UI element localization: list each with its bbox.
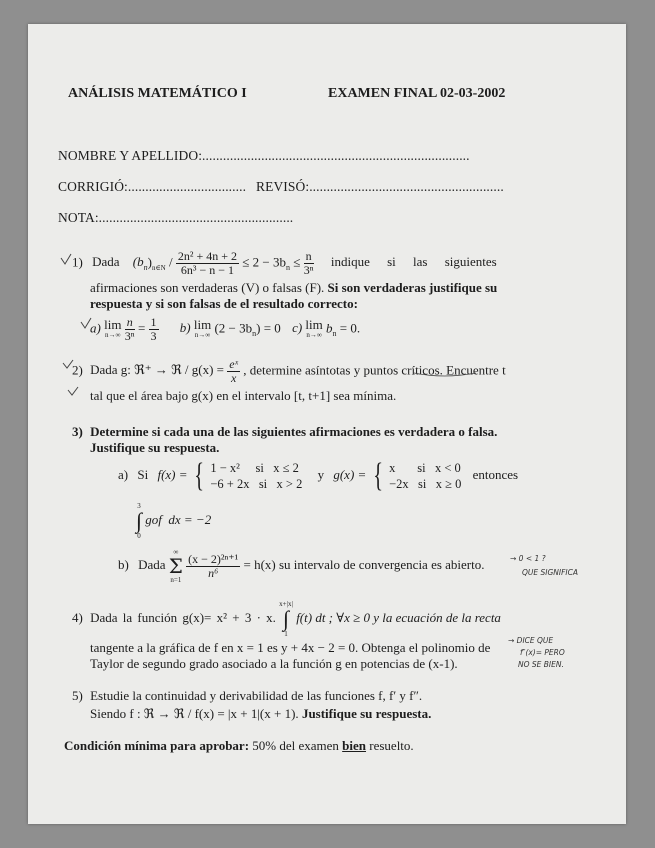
q3-f-case2: −6 + 2x si x > 2 xyxy=(210,477,303,491)
q1-b-lim-sub: n→∞ xyxy=(194,330,211,339)
handwritten-note-2c: NO SE BIEN. xyxy=(518,660,564,669)
q2-text2: , determine asíntotas y puntos críticos. Encuentre t xyxy=(243,362,506,378)
q4-int-lower: 1 xyxy=(284,630,288,638)
q3-entonces: entonces xyxy=(472,466,519,482)
q1-c-tail: = 0. xyxy=(339,320,361,336)
q2-frac-den: x xyxy=(230,371,237,385)
question-2-number: 2) xyxy=(72,362,83,378)
q1-seq-domain: n∈N xyxy=(151,264,166,273)
q1-word: Dada xyxy=(92,254,120,270)
q1-middle: ≤ 2 − 3b xyxy=(242,254,286,270)
q1-c-expr: b xyxy=(326,320,333,336)
underline-mark xyxy=(414,373,476,376)
q3-b-tail: = h(x) su intervalo de convergencia es abierto. xyxy=(243,556,485,572)
name-field: NOMBRE Y APELLIDO:............................................................................. xyxy=(58,148,470,163)
q2-frac-num: eˣ xyxy=(229,357,238,371)
q1-b-tail: ) = 0 xyxy=(256,320,281,336)
q3-int-lower: 0 xyxy=(137,532,141,540)
reviso-field: REVISÓ:........................................................ xyxy=(256,179,504,194)
q3-int-body: gof dx = −2 xyxy=(145,511,212,527)
q3-int-upper: 3 xyxy=(137,502,141,510)
q1-frac2-num: n xyxy=(305,249,312,263)
q4-text1: Dada la función g(x)= x² + 3 · x. xyxy=(90,609,276,625)
q1-slash: / xyxy=(168,254,173,270)
q1-a-frac-num: n xyxy=(126,315,133,329)
q5-text1: Estudie la continuidad y derivabilidad de las funciones f, f′ y f″. xyxy=(90,688,423,703)
q3-f-def: f(x) = xyxy=(157,466,188,482)
q2-text1: Dada g: ℜ⁺ → ℜ / g(x) = xyxy=(90,362,225,378)
q1-c-lim-sub: n→∞ xyxy=(306,330,322,339)
question-4-number: 4) xyxy=(72,609,83,625)
q3-g-brace: { xyxy=(372,457,383,494)
q3-sum-sign: Σ xyxy=(168,554,183,578)
q1-b-expr: (2 − 3b xyxy=(214,320,253,336)
q3-int-sign: ∫ xyxy=(136,508,143,533)
q1-le: ≤ xyxy=(293,254,301,270)
check-mark-q1a xyxy=(81,318,91,328)
q1-c-label: c) xyxy=(292,320,303,336)
q1-c-sub: n xyxy=(332,329,337,339)
handwritten-note-1b: QUE SIGNIFICA xyxy=(522,568,579,577)
q1-a-label: a) xyxy=(90,320,101,336)
exam-sheet xyxy=(28,24,626,824)
handwritten-note-1: → 0 < 1 ? xyxy=(510,554,546,563)
q4-int-sign: ∫ xyxy=(283,606,290,631)
q3-g-def: g(x) = xyxy=(333,466,367,482)
check-mark-q2 xyxy=(63,360,73,368)
q1-a-res-num: 1 xyxy=(150,315,157,329)
q1-seq-close: ) xyxy=(147,254,152,270)
q1-seq: (b xyxy=(132,254,144,270)
q3-b-label: b) xyxy=(118,556,129,572)
corrigio-field: CORRIGIÓ:.................................. xyxy=(58,179,247,194)
q1-line2: afirmaciones son verdaderas (V) o falsas (F). xyxy=(90,280,325,295)
q1-line3: respuesta y si son falsas de el resultado correcto: xyxy=(90,296,358,311)
q1-frac-num: 2n² + 4n + 2 xyxy=(177,249,237,263)
q3-g-case1: x si x < 0 xyxy=(389,461,461,475)
check-mark-q2b xyxy=(68,387,78,395)
q1-tail: indique si las siguientes xyxy=(330,254,497,270)
check-mark-q1 xyxy=(61,254,71,264)
q4-int-body: f(t) dt ; ∀x ≥ 0 y la ecuación de la recta xyxy=(296,609,501,625)
q4-text3: Taylor de segundo grado asociado a la función g en potencias de (x-1). xyxy=(90,656,458,671)
q2-text3: tal que el área bajo g(x) en el intervalo [t, t+1] sea mínima. xyxy=(90,388,397,403)
subject-title: ANÁLISIS MATEMÁTICO I xyxy=(68,86,247,101)
q3-title1: Determine si cada una de las siguientes afirmaciones es verdadera o falsa. xyxy=(90,424,498,439)
question-3-number: 3) xyxy=(72,424,83,439)
q1-frac-den: 6n³ − n − 1 xyxy=(180,263,234,277)
q1-a-res-den: 3 xyxy=(150,329,157,343)
q1-frac2-den: 3ⁿ xyxy=(303,263,314,277)
q3-a-label: a) xyxy=(118,466,129,482)
q1-seq-sub: n xyxy=(143,263,148,273)
q1-b-sub: n xyxy=(252,329,257,339)
q3-b-den: n⁶ xyxy=(208,565,219,580)
q1-a-lim-sub: n→∞ xyxy=(105,330,121,339)
q1-a-lim-word: lim xyxy=(104,316,122,332)
handwritten-note-2: → DICE QUE xyxy=(508,636,554,645)
q3-sum-upper: ∞ xyxy=(173,548,179,556)
footer-text: 50% del examen xyxy=(252,738,339,753)
q3-y: y xyxy=(317,466,325,482)
footer-label: Condición mínima para aprobar: xyxy=(64,738,250,753)
q4-text2: tangente a la gráfica de f en x = 1 es y + 4x − 2 = 0. Obtenga el polinomio de xyxy=(90,640,491,655)
q1-a-eq: = xyxy=(137,320,146,336)
pen-marks xyxy=(28,24,626,824)
q3-title2: Justifique su respuesta. xyxy=(90,440,220,455)
q3-b-dada: Dada xyxy=(138,556,166,572)
q3-g-case2: −2x si x ≥ 0 xyxy=(389,477,462,491)
q5-text2: Siendo f : ℜ → ℜ / f(x) = |x + 1|(x + 1). xyxy=(90,706,299,721)
footer-tail: resuelto. xyxy=(369,738,414,753)
q3-f-case1: 1 − x² si x ≤ 2 xyxy=(210,461,299,475)
question-5-number: 5) xyxy=(72,688,83,703)
q1-b-label: b) xyxy=(179,320,191,336)
q1-line2-bold: Si son verdaderas justifique su xyxy=(327,280,498,295)
q4-int-upper: x+|x| xyxy=(279,600,293,608)
q5-text2-bold: Justifique su respuesta. xyxy=(301,706,432,721)
q3-sum-lower: n=1 xyxy=(170,576,182,584)
exam-title: EXAMEN FINAL 02-03-2002 xyxy=(328,86,506,101)
q1-c-lim-word: lim xyxy=(305,316,323,332)
nota-field: NOTA:........................................................ xyxy=(58,210,294,225)
q1-middle-sub: n xyxy=(285,263,290,273)
q3-a-si: Si xyxy=(137,466,149,482)
q1-a-frac-den: 3ⁿ xyxy=(124,329,135,343)
q3-b-num: (x − 2)²ⁿ⁺¹ xyxy=(188,551,239,566)
q3-f-brace: { xyxy=(194,457,204,494)
question-1-number: 1) xyxy=(72,254,83,270)
q1-b-lim-word: lim xyxy=(193,316,212,332)
footer-underlined: bien xyxy=(342,738,367,753)
handwritten-note-2b: f″(x)= PERO xyxy=(520,648,565,657)
